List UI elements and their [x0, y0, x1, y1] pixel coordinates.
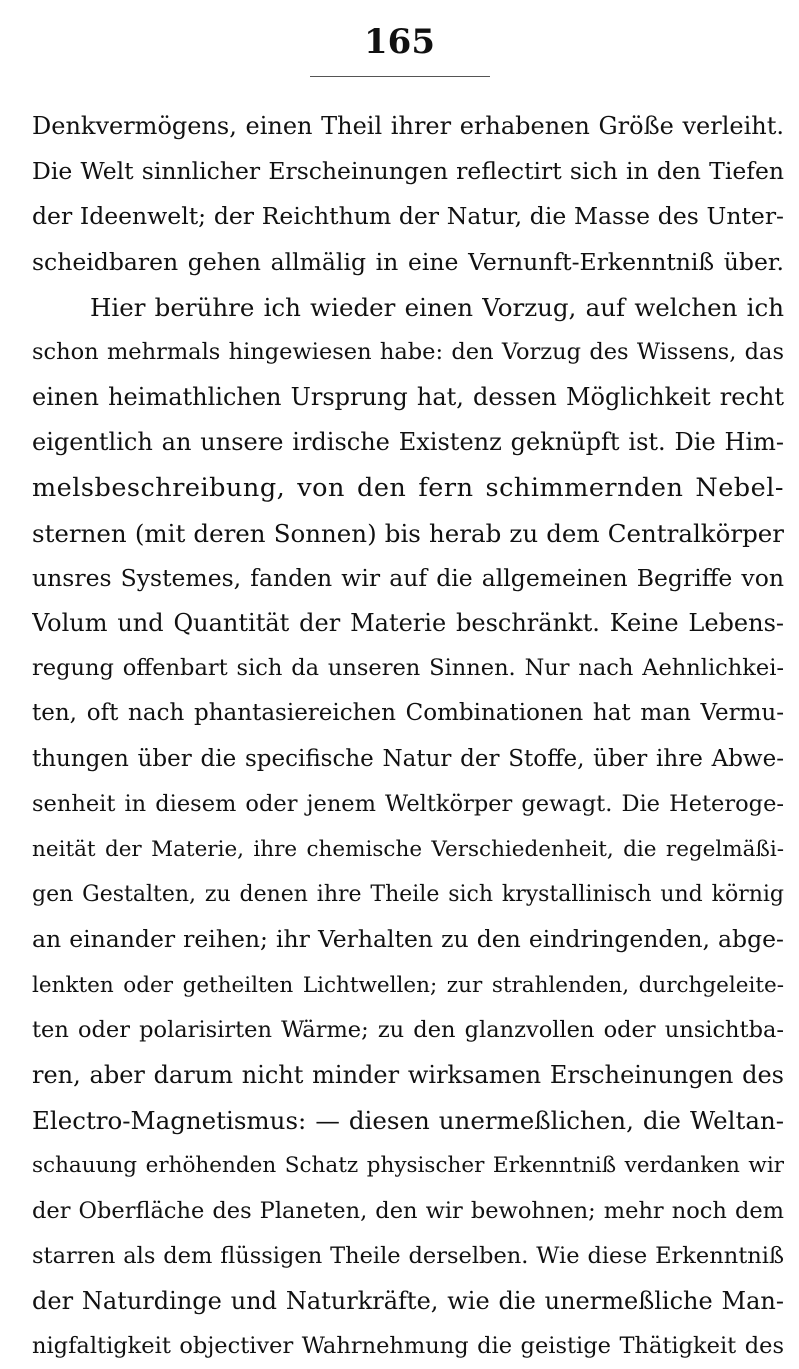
- text-line: Denkvermögens, einen Theil ihrer erhabenen Größe verleiht.: [32, 112, 784, 140]
- text-line: der Oberfläche des Planeten, den wir bewohnen; mehr noch dem: [32, 1197, 784, 1224]
- text-line: ren, aber darum nicht minder wirksamen Erscheinungen des: [32, 1060, 784, 1089]
- text-line: schon mehrmals hingewiesen habe: den Vorzug des Wissens, das: [32, 338, 784, 365]
- text-line: neität der Materie, ihre chemische Verschiedenheit, die regelmäßi-: [32, 837, 784, 862]
- text-line: eigentlich an unsere irdische Existenz geknüpft ist. Die Him-: [32, 428, 784, 457]
- header-rule: [310, 76, 490, 77]
- text-line: ten oder polarisirten Wärme; zu den glanzvollen oder unsichtba-: [32, 1016, 784, 1043]
- text-line: thungen über die specifische Natur der Stoffe, über ihre Abwe-: [32, 745, 784, 772]
- text-line: an einander reihen; ihr Verhalten zu den eindringenden, abge-: [32, 925, 784, 954]
- text-line: starren als dem flüssigen Theile derselben. Wie diese Erkenntniß: [32, 1242, 784, 1269]
- text-line: einen heimathlichen Ursprung hat, dessen Möglichkeit recht: [32, 383, 784, 412]
- text-line: der Naturdinge und Naturkräfte, wie die unermeßliche Man-: [32, 1286, 784, 1315]
- paragraph-start-line: Hier berühre ich wieder einen Vorzug, auf welchen ich: [90, 292, 784, 322]
- text-line: Volum und Quantität der Materie beschränkt. Keine Lebens-: [32, 609, 784, 638]
- text-line: senheit in diesem oder jenem Weltkörper gewagt. Die Heteroge-: [32, 790, 784, 817]
- text-line: gen Gestalten, zu denen ihre Theile sich krystallinisch und körnig: [32, 882, 784, 908]
- text-line: regung offenbart sich da unseren Sinnen. Nur nach Aehnlichkei-: [32, 655, 784, 682]
- text-line: ten, oft nach phantasiereichen Combinationen hat man Vermu-: [32, 700, 784, 727]
- text-line: unsres Systemes, fanden wir auf die allgemeinen Begriffe von: [32, 563, 784, 592]
- text-line: scheidbaren gehen allmälig in eine Vernunft-Erkenntniß über.: [32, 247, 784, 276]
- text-line: melsbeschreibung, von den fern schimmernden Nebel-: [32, 472, 784, 503]
- text-line: Die Welt sinnlicher Erscheinungen reflectirt sich in den Tiefen: [32, 157, 784, 186]
- body-text: [32, 104, 784, 1369]
- text-line: sternen (mit deren Sonnen) bis herab zu dem Centralkörper: [32, 518, 784, 548]
- text-line: der Ideenwelt; der Reichthum der Natur, die Masse des Unter-: [32, 202, 784, 231]
- text-line: Electro-Magnetismus: — diesen unermeßlichen, die Weltan-: [32, 1106, 784, 1136]
- text-line: nigfaltigkeit objectiver Wahrnehmung die geistige Thätigkeit des: [32, 1333, 784, 1360]
- page-number: 165: [364, 22, 435, 62]
- text-line: lenkten oder getheilten Lichtwellen; zur strahlenden, durchgeleite-: [32, 972, 784, 998]
- text-line: schauung erhöhenden Schatz physischer Erkenntniß verdanken wir: [32, 1153, 784, 1179]
